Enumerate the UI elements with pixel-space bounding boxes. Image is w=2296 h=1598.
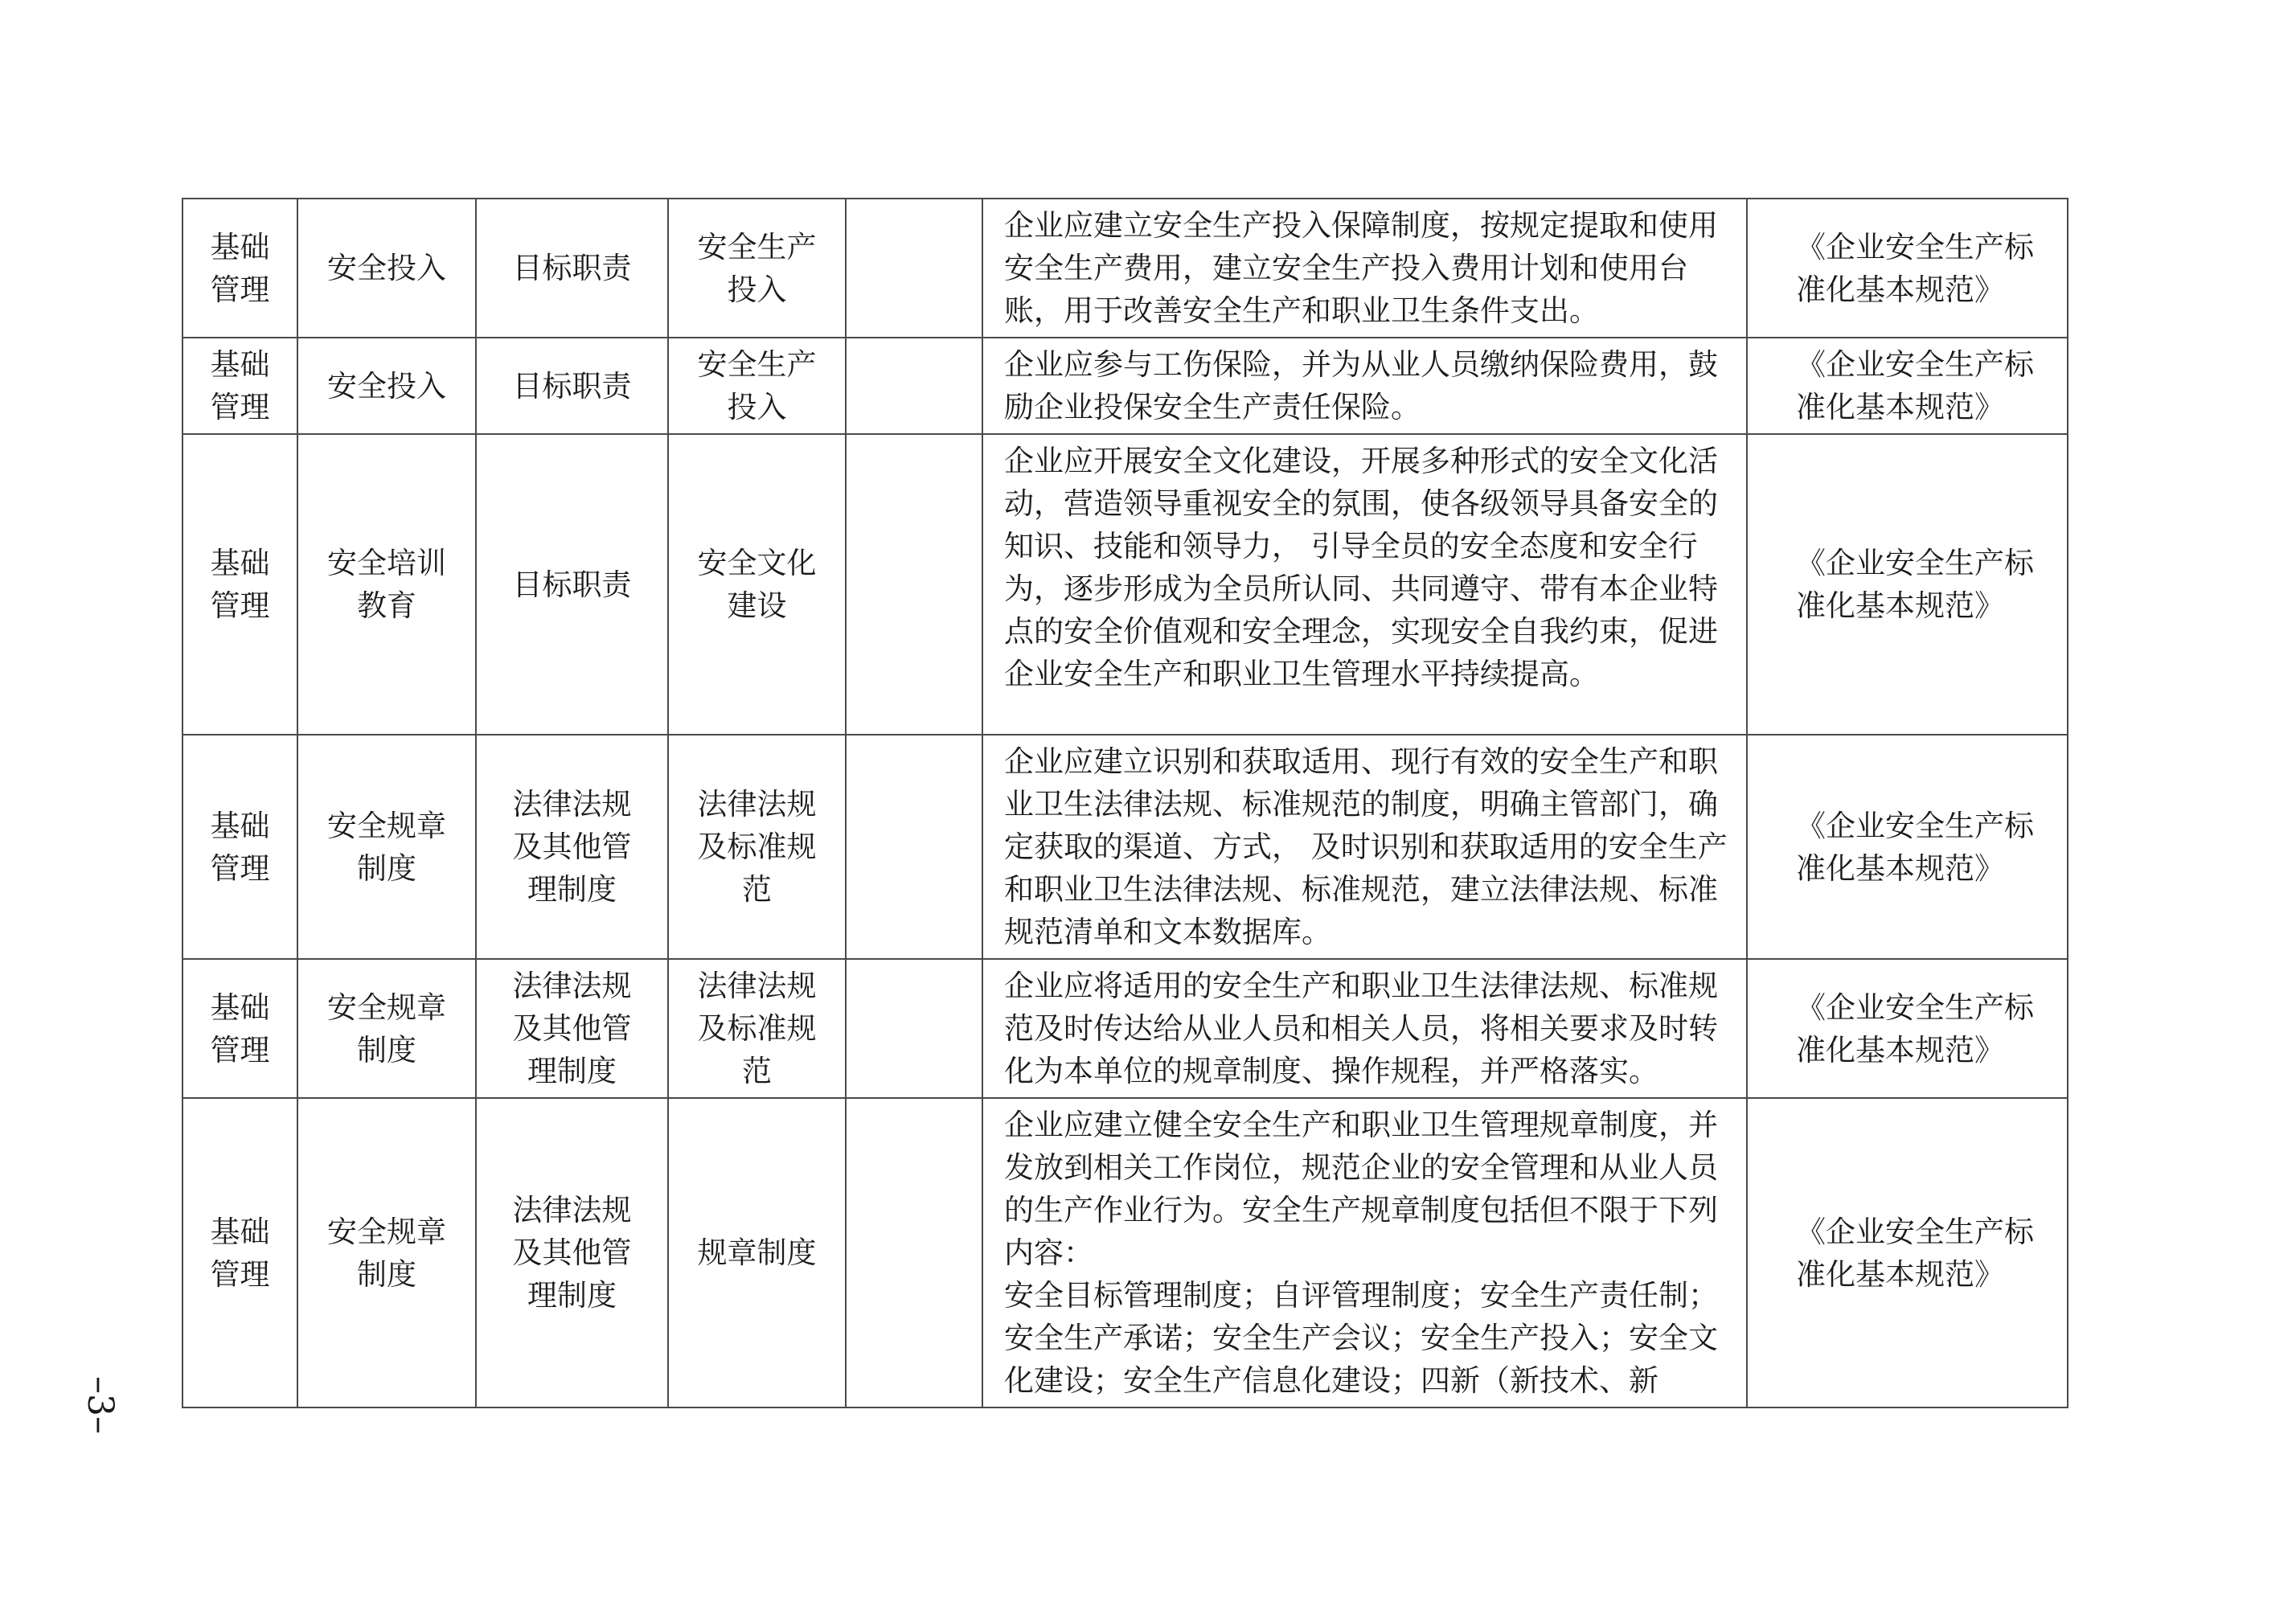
empty-cell: [846, 959, 982, 1098]
basis-cell: 《企业安全生产标 准化基本规范》: [1747, 199, 2068, 338]
subject-cell: 安全规章 制度: [297, 1098, 476, 1407]
empty-cell: [846, 1098, 982, 1407]
empty-cell: [846, 434, 982, 735]
subject-cell: 安全培训 教育: [297, 434, 476, 735]
page-number: –3–: [80, 1376, 121, 1434]
element-cell: 法律法规 及其他管 理制度: [476, 959, 668, 1098]
element-cell: 法律法规 及其他管 理制度: [476, 735, 668, 959]
table-row: [182, 199, 2068, 338]
item-cell: 安全生产 投入: [668, 199, 846, 338]
content-cell: 企业应建立安全生产投入保障制度，按规定提取和使用安全生产费用，建立安全生产投入费用计划和使用台账，用于改善安全生产和职业卫生条件支出。: [982, 199, 1747, 338]
basis-cell: 《企业安全生产标 准化基本规范》: [1747, 959, 2068, 1098]
content-cell: 企业应开展安全文化建设，开展多种形式的安全文化活动，营造领导重视安全的氛围，使各级领导具备安全的知识、技能和领导力， 引导全员的安全态度和安全行为，逐步形成为全员所认同、共同遵守、带有本企业特点的安全价值观和安全理念，实现安全自我约束，促进企业安全生产和职业卫生管理水平持续提高。: [982, 434, 1747, 735]
basis-cell: 《企业安全生产标 准化基本规范》: [1747, 735, 2068, 959]
item-cell: 法律法规 及标准规 范: [668, 959, 846, 1098]
content-cell: 企业应建立健全安全生产和职业卫生管理规章制度，并发放到相关工作岗位，规范企业的安全管理和从业人员的生产作业行为。安全生产规章制度包括但不限于下列内容： 安全目标管理制度；自评管理制度；安全生产责任制；安全生产承诺；安全生产会议；安全生产投入；安全文化建设；安全生产信息化建设；四新（新技术、新: [982, 1098, 1747, 1407]
category-cell: 基础 管理: [182, 199, 297, 338]
category-cell: 基础 管理: [182, 959, 297, 1098]
table-row: [182, 434, 2068, 735]
item-cell: 安全文化 建设: [668, 434, 846, 735]
subject-cell: 安全投入: [297, 199, 476, 338]
element-cell: 目标职责: [476, 199, 668, 338]
category-cell: 基础 管理: [182, 1098, 297, 1407]
content-cell: 企业应参与工伤保险，并为从业人员缴纳保险费用，鼓励企业投保安全生产责任保险。: [982, 338, 1747, 434]
subject-cell: 安全规章 制度: [297, 959, 476, 1098]
element-cell: 目标职责: [476, 434, 668, 735]
item-cell: 法律法规 及标准规 范: [668, 735, 846, 959]
empty-cell: [846, 199, 982, 338]
table-body: [182, 199, 2068, 1407]
standards-table: [182, 198, 2068, 1408]
subject-cell: 安全规章 制度: [297, 735, 476, 959]
subject-cell: 安全投入: [297, 338, 476, 434]
table-row: [182, 959, 2068, 1098]
empty-cell: [846, 735, 982, 959]
item-cell: 安全生产 投入: [668, 338, 846, 434]
category-cell: 基础 管理: [182, 434, 297, 735]
table-row: [182, 1098, 2068, 1407]
basis-cell: 《企业安全生产标 准化基本规范》: [1747, 434, 2068, 735]
category-cell: 基础 管理: [182, 338, 297, 434]
content-cell: 企业应建立识别和获取适用、现行有效的安全生产和职业卫生法律法规、标准规范的制度，明确主管部门，确定获取的渠道、方式， 及时识别和获取适用的安全生产和职业卫生法律法规、标准规范，建立法律法规、标准规范清单和文本数据库。: [982, 735, 1747, 959]
basis-cell: 《企业安全生产标 准化基本规范》: [1747, 338, 2068, 434]
empty-cell: [846, 338, 982, 434]
content-cell: 企业应将适用的安全生产和职业卫生法律法规、标准规范及时传达给从业人员和相关人员，将相关要求及时转化为本单位的规章制度、操作规程，并严格落实。: [982, 959, 1747, 1098]
basis-cell: 《企业安全生产标 准化基本规范》: [1747, 1098, 2068, 1407]
item-cell: 规章制度: [668, 1098, 846, 1407]
element-cell: 目标职责: [476, 338, 668, 434]
table-row: [182, 338, 2068, 434]
table-row: [182, 735, 2068, 959]
category-cell: 基础 管理: [182, 735, 297, 959]
element-cell: 法律法规 及其他管 理制度: [476, 1098, 668, 1407]
